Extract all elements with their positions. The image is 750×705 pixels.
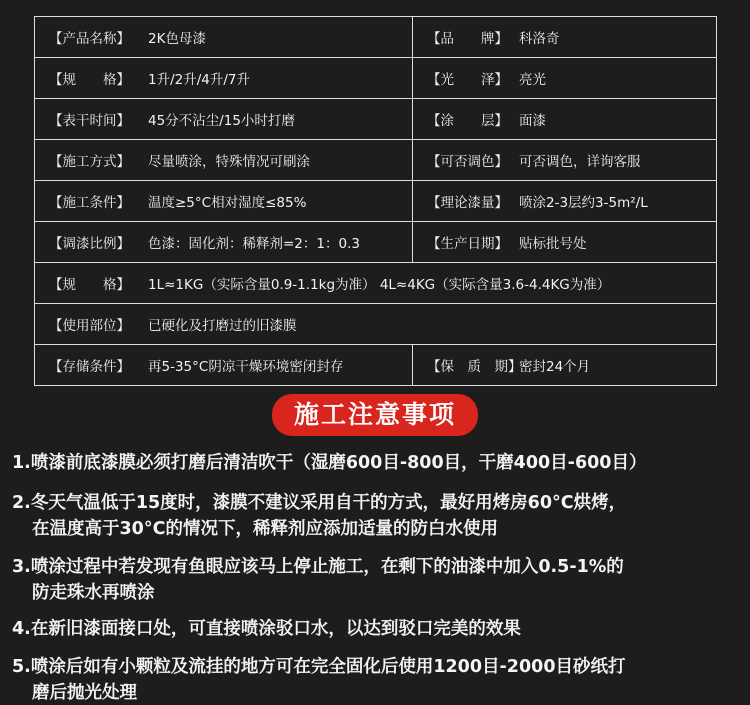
spec-cell [35,58,413,99]
spec-value: 面漆 [519,113,546,129]
spec-key: 【光 泽】 [427,72,508,88]
note-line: 1.喷漆前底漆膜必须打磨后清洁吹干（湿磨600目-800目，干磨400目-600目） [12,453,647,473]
spec-key: 【调漆比例】 [49,236,130,252]
spec-cell [35,99,413,140]
table-row [35,99,717,140]
spec-cell [35,140,413,181]
list-item [12,490,742,542]
note-line-continued: 防走珠水再喷涂 [32,583,155,603]
table-row [35,58,717,99]
spec-key: 【保 质 期】 [427,359,522,375]
list-item [12,654,742,705]
table-row [35,140,717,181]
spec-value: 密封24个月 [519,359,591,375]
spec-key: 【品 牌】 [427,31,508,47]
spec-value: 已硬化及打磨过的旧漆膜 [148,318,297,334]
spec-value: 贴标批号处 [519,236,587,252]
spec-cell [413,99,717,140]
spec-cell [413,17,717,58]
spec-cell-wide [35,304,717,345]
spec-key: 【存储条件】 [49,359,130,375]
spec-value: 45分不沾尘/15小时打磨 [148,113,295,129]
table-row [35,17,717,58]
spec-value: 温度≥5°C相对湿度≤85% [148,195,307,211]
spec-cell-wide [35,263,717,304]
spec-key: 【规 格】 [49,72,130,88]
spec-value: 尽量喷涂，特殊情况可刷涂 [148,154,310,170]
spec-key: 【产品名称】 [49,31,130,47]
notice-list [12,450,742,705]
spec-key: 【涂 层】 [427,113,508,129]
spec-value: 可否调色，详询客服 [519,154,641,170]
spec-cell [413,222,717,263]
spec-value: 喷涂2-3层约3-5m²/L [519,195,648,211]
spec-key: 【施工条件】 [49,195,130,211]
spec-key: 【可否调色】 [427,154,508,170]
spec-cell [35,181,413,222]
list-item [12,554,742,606]
table-row [35,222,717,263]
spec-key: 【表干时间】 [49,113,130,129]
table-row [35,304,717,345]
spec-value: 2K色母漆 [148,31,206,47]
spec-key: 【生产日期】 [427,236,508,252]
spec-cell [413,58,717,99]
notice-title-wrap [0,394,750,436]
spec-table [34,16,717,386]
spec-key: 【规 格】 [49,277,130,293]
spec-key: 【施工方式】 [49,154,130,170]
table-row [35,263,717,304]
list-item [12,450,742,476]
spec-key: 【理论漆量】 [427,195,508,211]
table-row [35,345,717,386]
note-line: 5.喷涂后如有小颗粒及流挂的地方可在完全固化后使用1200目-2000目砂纸打 [12,657,626,677]
list-item [12,616,742,642]
note-line: 4.在新旧漆面接口处，可直接喷涂驳口水，以达到驳口完美的效果 [12,619,521,639]
spec-cell [35,222,413,263]
spec-value: 1升/2升/4升/7升 [148,72,251,88]
notice-title: 施工注意事项 [272,394,478,436]
spec-value: 色漆：固化剂：稀释剂=2：1：0.3 [148,236,360,252]
spec-value: 亮光 [519,72,546,88]
spec-cell [413,140,717,181]
spec-value: 1L≈1KG（实际含量0.9-1.1kg为准） 4L≈4KG（实际含量3.6-4.4KG为准） [148,277,611,293]
note-line-continued: 磨后抛光处理 [32,683,137,703]
note-line: 2.冬天气温低于15度时，漆膜不建议采用自干的方式，最好用烤房60°C烘烤， [12,493,627,513]
spec-cell [35,17,413,58]
spec-value: 再5-35°C阴凉干燥环境密闭封存 [148,359,344,375]
spec-cell [35,345,413,386]
spec-value: 科洛奇 [519,31,560,47]
spec-key: 【使用部位】 [49,318,130,334]
table-row [35,181,717,222]
note-line: 3.喷涂过程中若发现有鱼眼应该马上停止施工，在剩下的油漆中加入0.5-1%的 [12,557,624,577]
note-line-continued: 在温度高于30°C的情况下，稀释剂应添加适量的防白水使用 [32,519,498,539]
spec-cell [413,345,717,386]
spec-cell [413,181,717,222]
